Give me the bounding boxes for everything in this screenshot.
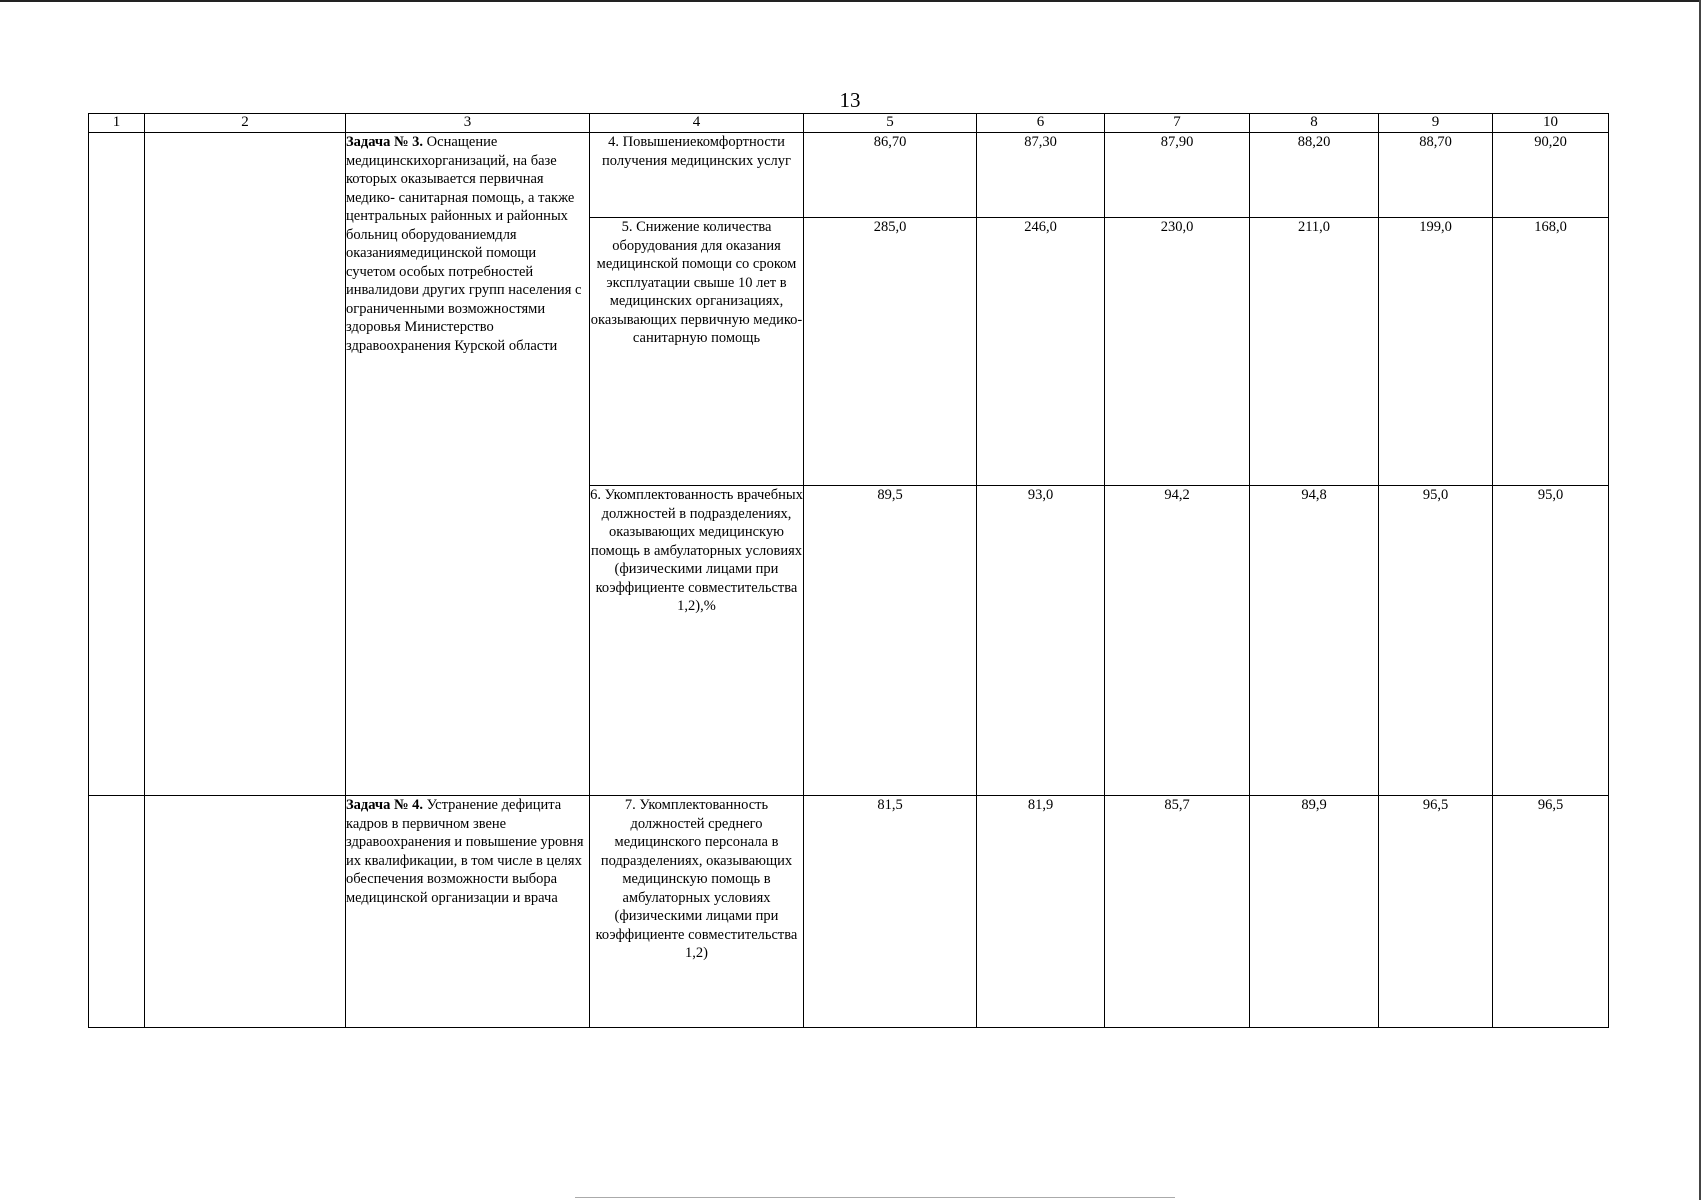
value-cell: 246,0 (977, 218, 1105, 486)
value-cell: 95,0 (1493, 486, 1609, 796)
col2-cell (145, 133, 346, 796)
header-cell: 2 (145, 114, 346, 133)
value-cell: 89,9 (1250, 796, 1379, 1028)
header-cell: 4 (590, 114, 804, 133)
indicator-cell: 7. Укомплектованность должностей среднего медицинского персонала в подразделениях, оказывающих медицинскую помощь в амбулаторных условиях (физическими лицами при коэффициенте совместительства 1,2) (590, 796, 804, 1028)
value-cell: 94,8 (1250, 486, 1379, 796)
value-cell: 90,20 (1493, 133, 1609, 218)
value-cell: 95,0 (1379, 486, 1493, 796)
indicator-cell: 4. Повышениекомфортности получения медицинских услуг (590, 133, 804, 218)
header-cell: 5 (804, 114, 977, 133)
task-3-label: Задача № 3. (346, 134, 424, 150)
header-cell: 3 (346, 114, 590, 133)
indicator-cell: 5. Снижение количества оборудования для оказания медицинской помощи со сроком эксплуатации свыше 10 лет в медицинских организациях, оказывающих первичную медико-санитарную помощь (590, 218, 804, 486)
value-cell: 87,30 (977, 133, 1105, 218)
value-cell: 81,9 (977, 796, 1105, 1028)
task-4-cell (346, 796, 590, 1028)
task-3-cell (346, 133, 590, 796)
col1-cell (89, 796, 145, 1028)
value-cell: 81,5 (804, 796, 977, 1028)
value-cell: 96,5 (1493, 796, 1609, 1028)
indicator-cell: 6. Укомплектованность врачебных должностей в подразделениях, оказывающих медицинскую помощь в амбулаторных условиях (физическими лицами при коэффициенте совместительства 1,2),% (590, 486, 804, 796)
value-cell: 96,5 (1379, 796, 1493, 1028)
header-row (89, 114, 1609, 133)
page-number: 13 (839, 88, 861, 112)
header-cell: 10 (1493, 114, 1609, 133)
header-cell: 1 (89, 114, 145, 133)
value-cell: 168,0 (1493, 218, 1609, 486)
value-cell: 87,90 (1105, 133, 1250, 218)
value-cell: 88,70 (1379, 133, 1493, 218)
col2-cell (145, 796, 346, 1028)
header-cell: 6 (977, 114, 1105, 133)
indicators-table (88, 113, 1609, 1028)
value-cell: 285,0 (804, 218, 977, 486)
value-cell: 85,7 (1105, 796, 1250, 1028)
value-cell: 230,0 (1105, 218, 1250, 486)
header-cell: 8 (1250, 114, 1379, 133)
table-row (89, 796, 1609, 1028)
scan-border-bottom (575, 1197, 1175, 1198)
value-cell: 89,5 (804, 486, 977, 796)
table-row (89, 133, 1609, 218)
value-cell: 94,2 (1105, 486, 1250, 796)
value-cell: 93,0 (977, 486, 1105, 796)
value-cell: 88,20 (1250, 133, 1379, 218)
task-4-label: Задача № 4. (346, 797, 424, 813)
value-cell: 199,0 (1379, 218, 1493, 486)
value-cell: 211,0 (1250, 218, 1379, 486)
header-cell: 9 (1379, 114, 1493, 133)
value-cell: 86,70 (804, 133, 977, 218)
task-4-text: Устранение дефицита кадров в первичном звене здравоохранения и повышение уровня их квалификации, в том числе в целях обеспечения возможности выбора медицинской организации и врача (346, 797, 584, 906)
task-3-text: Оснащение медицинскихорганизаций, на базе которых оказывается первичная медико- санитарная помощь, а также центральных районных и районных больниц оборудованиемдля оказаниямедицинской помощи сучетом особых потребностей инвалидови других групп населения с ограниченными возможностями здоровья Министерство здравоохранения Курской области (346, 134, 582, 354)
header-cell: 7 (1105, 114, 1250, 133)
col1-cell (89, 133, 145, 796)
scan-border-top (0, 0, 1701, 2)
